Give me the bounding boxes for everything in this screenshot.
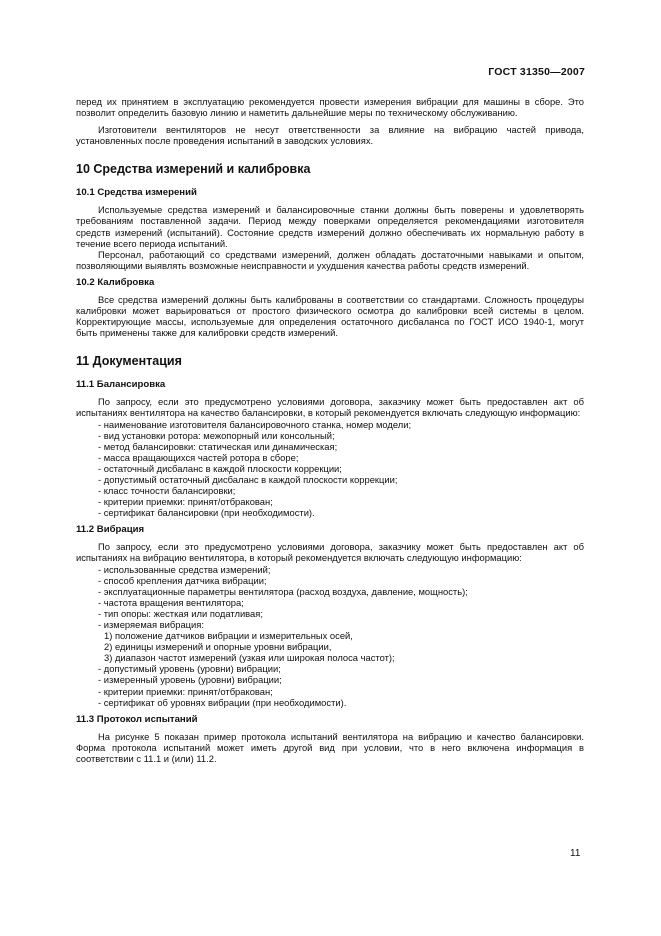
vibration-info-list <box>76 564 584 631</box>
list-item: - сертификат балансировки (при необходимости). <box>98 507 315 519</box>
balancing-info-list <box>76 419 584 519</box>
list-item: - класс точности балансировки; <box>98 485 236 497</box>
section-11-2-paragraph-1: По запросу, если это предусмотрено условиями договора, заказчику может быть предоставлен акт об испытаниях на вибрацию вентилятора, в который рекомендуется включать следующую информацию: <box>76 541 584 564</box>
section-11-3-paragraph-1: На рисунке 5 показан пример протокола испытаний вентилятора на вибрацию и качество балансировки. Форма протокола испытаний может иметь другой вид при условии, что в него включена информация в соответствии с 11.1 и (или) 11.2. <box>76 730 584 764</box>
list-item: - измеряемая вибрация: <box>98 619 204 630</box>
section-10-1-paragraph-1: Используемые средства измерений и балансировочные станки должны быть поверены и удовлетворять требованиям поставленной задачи. Период между поверками определяется рекомендациями изготовителя средств измерений (испытаний). Состояние средств измерений должно обеспечивать их нормальную работу в течение всего периода испытаний. <box>76 204 584 249</box>
section-11-1-paragraph-1: По запросу, если это предусмотрено условиями договора, заказчику может быть предоставлен акт об испытаниях вентилятора на качество балансировки, в который рекомендуется включать следующую информацию: <box>76 396 584 419</box>
list-item: - использованные средства измерений; <box>98 563 271 575</box>
sub-list-item: 3) диапазон частот измерений (узкая или широкая полоса частот); <box>104 652 395 664</box>
intro-paragraph-2: Изготовители вентиляторов не несут ответственности за влияние на вибрацию частей привода, установленных после проведения испытаний в заводских условиях. <box>76 124 584 147</box>
section-10-2-title: 10.2 Калибровка <box>76 276 155 288</box>
list-item: - допустимый остаточный дисбаланс в каждой плоскости коррекции; <box>98 473 398 485</box>
section-10-1-paragraph-2: Персонал, работающий со средствами измерений, должен обладать достаточными навыками и опытом, позволяющими выявлять возможные неисправности и ухудшения качества работы средств измерений. <box>76 248 584 271</box>
section-10-title: 10 Средства измерений и калибровка <box>76 162 311 177</box>
page-number: 11 <box>570 848 581 859</box>
list-item: - тип опоры: жесткая или податливая; <box>98 607 263 619</box>
list-item: - частота вращения вентилятора; <box>98 596 244 608</box>
sub-list-item: 1) положение датчиков вибрации и измерительных осей, <box>104 630 353 642</box>
list-item: - критерии приемки: принят/отбракован; <box>98 496 273 508</box>
sub-list-item: 2) единицы измерений и опорные уровни вибрации, <box>104 641 332 653</box>
intro-paragraph-1: перед их принятием в эксплуатацию рекомендуется провести измерения вибрации для машины в сборе. Это позволит определить базовую линию и наметить дальнейшие меры по техническому обслуживанию. <box>76 96 584 119</box>
page-content <box>76 96 584 764</box>
section-10-1-title: 10.1 Средства измерений <box>76 187 197 199</box>
list-item: - измеренный уровень (уровни) вибрации; <box>98 674 282 686</box>
list-item: - допустимый уровень (уровни) вибрации; <box>98 663 281 675</box>
list-item: - масса вращающихся частей ротора в сборе; <box>98 451 299 463</box>
list-item: - наименование изготовителя балансировочного станка, номер модели; <box>98 418 412 430</box>
document-header: ГОСТ 31350—2007 <box>488 66 585 78</box>
list-item: - способ крепления датчика вибрации; <box>98 574 267 586</box>
list-item: - эксплуатационные параметры вентилятора (расход воздуха, давление, мощность); <box>98 585 468 597</box>
section-11-3-title: 11.3 Протокол испытаний <box>76 713 198 725</box>
list-item: - метод балансировки: статическая или динамическая; <box>98 440 338 452</box>
section-11-1-title: 11.1 Балансировка <box>76 379 166 391</box>
list-item: - критерии приемки: принят/отбракован; <box>98 685 273 697</box>
list-item: - остаточный дисбаланс в каждой плоскости коррекции; <box>98 462 342 474</box>
list-item: - сертификат об уровнях вибрации (при необходимости). <box>98 696 347 708</box>
section-11-title: 11 Документация <box>76 354 182 369</box>
vibration-info-list-continued <box>76 663 584 707</box>
measured-vibration-sublist <box>76 630 584 663</box>
section-11-2-title: 11.2 Вибрация <box>76 524 145 536</box>
list-item: - вид установки ротора: межопорный или консольный; <box>98 429 335 441</box>
section-10-2-paragraph-1: Все средства измерений должны быть калиброваны в соответствии со стандартами. Сложность процедуры калибровки может варьироваться от простого физического осмотра до калибровки всей системы в целом. Корректирующие массы, используемые для определения остаточного дисбаланса по ГОСТ ИСО 1940-1, могут быть применены также для калибровки средств измерений. <box>76 293 584 339</box>
